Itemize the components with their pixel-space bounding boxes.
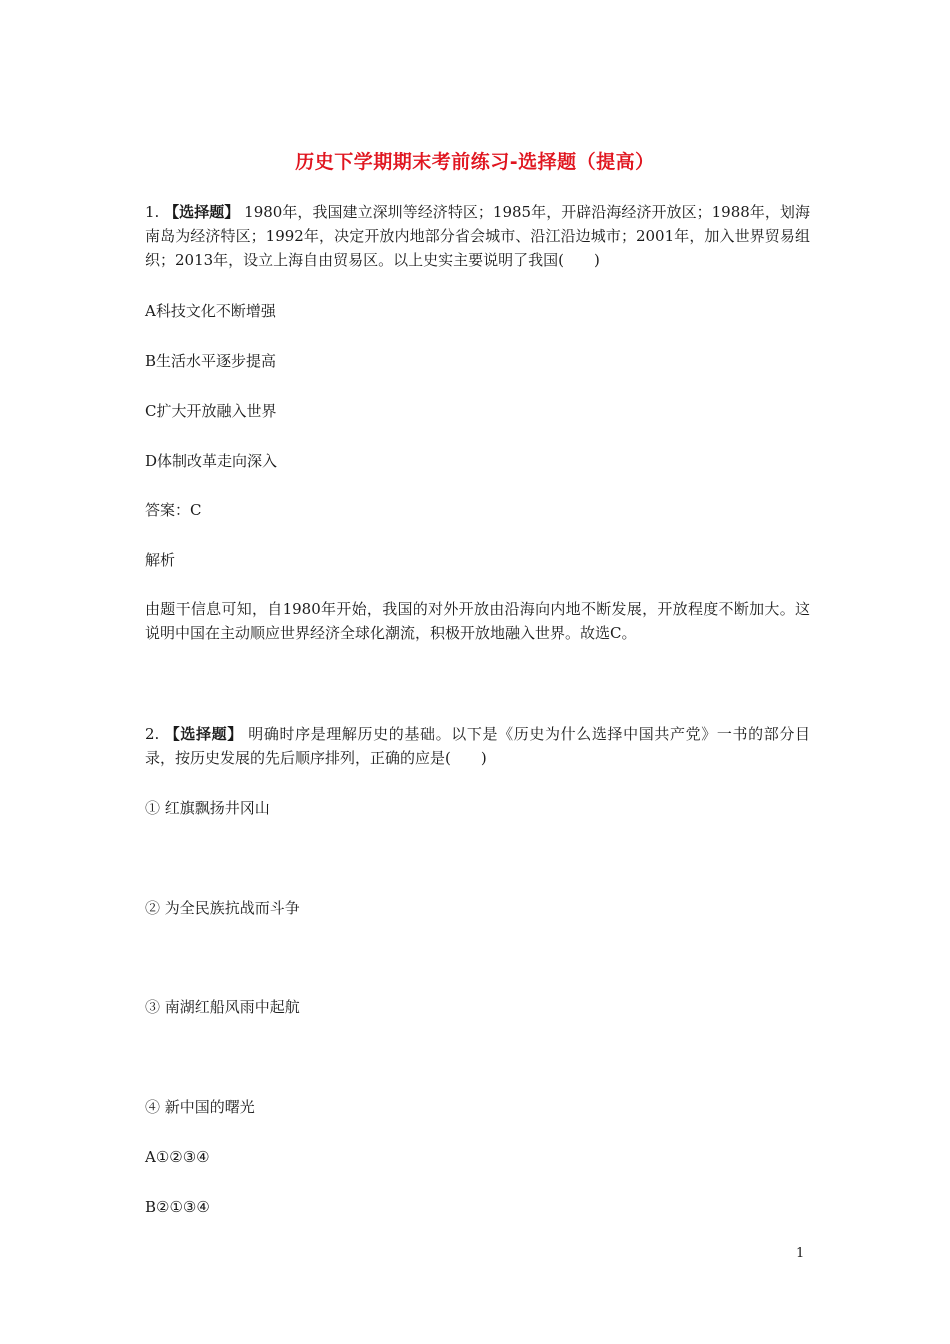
question-2-item-3: ③ 南湖红船风雨中起航	[145, 998, 300, 1016]
question-2-tag: 【选择题】	[164, 725, 243, 743]
question-1-analysis-label: 解析	[145, 551, 176, 569]
document-title: 历史下学期期末考前练习-选择题（提高）	[295, 151, 655, 173]
question-1-analysis: 由题干信息可知，自1980年开始，我国的对外开放由沿海向内地不断发展，开放程度不断加大。这说明中国在主动顺应世界经济全球化潮流，积极开放地融入世界。故选C。	[145, 600, 810, 642]
question-2-stem	[145, 722, 810, 770]
page-number: 1	[796, 1246, 805, 1261]
question-2-text: 明确时序是理解历史的基础。以下是《历史为什么选择中国共产党》一书的部分目录，按历史发展的先后顺序排列，正确的应是( )	[145, 725, 810, 767]
question-2-item-2: ② 为全民族抗战而斗争	[145, 899, 300, 917]
question-1-option-c: C扩大开放融入世界	[145, 402, 277, 420]
question-2-item-4: ④ 新中国的曙光	[145, 1098, 255, 1116]
question-1-option-b: B生活水平逐步提高	[145, 352, 277, 370]
question-1-stem	[145, 200, 810, 272]
question-1-option-a: A科技文化不断增强	[145, 302, 276, 320]
question-1-number: 1.	[145, 203, 160, 221]
question-2-option-a: A①②③④	[145, 1148, 210, 1166]
question-1-tag: 【选择题】	[164, 203, 240, 221]
question-1-option-d: D体制改革走向深入	[145, 452, 278, 470]
question-2-option-b: B②①③④	[145, 1198, 210, 1216]
question-1-answer: 答案：C	[145, 501, 202, 519]
question-1-text: 1980年，我国建立深圳等经济特区；1985年，开辟沿海经济开放区；1988年，划海南岛为经济特区；1992年，决定开放内地部分省会城市、沿江沿边城市；2001年，加入世界贸易组织；2013年，设立上海自由贸易区。以上史实主要说明了我国( )	[145, 203, 810, 269]
question-2-item-1: ① 红旗飘扬井冈山	[145, 799, 270, 817]
question-2-number: 2.	[145, 725, 160, 743]
